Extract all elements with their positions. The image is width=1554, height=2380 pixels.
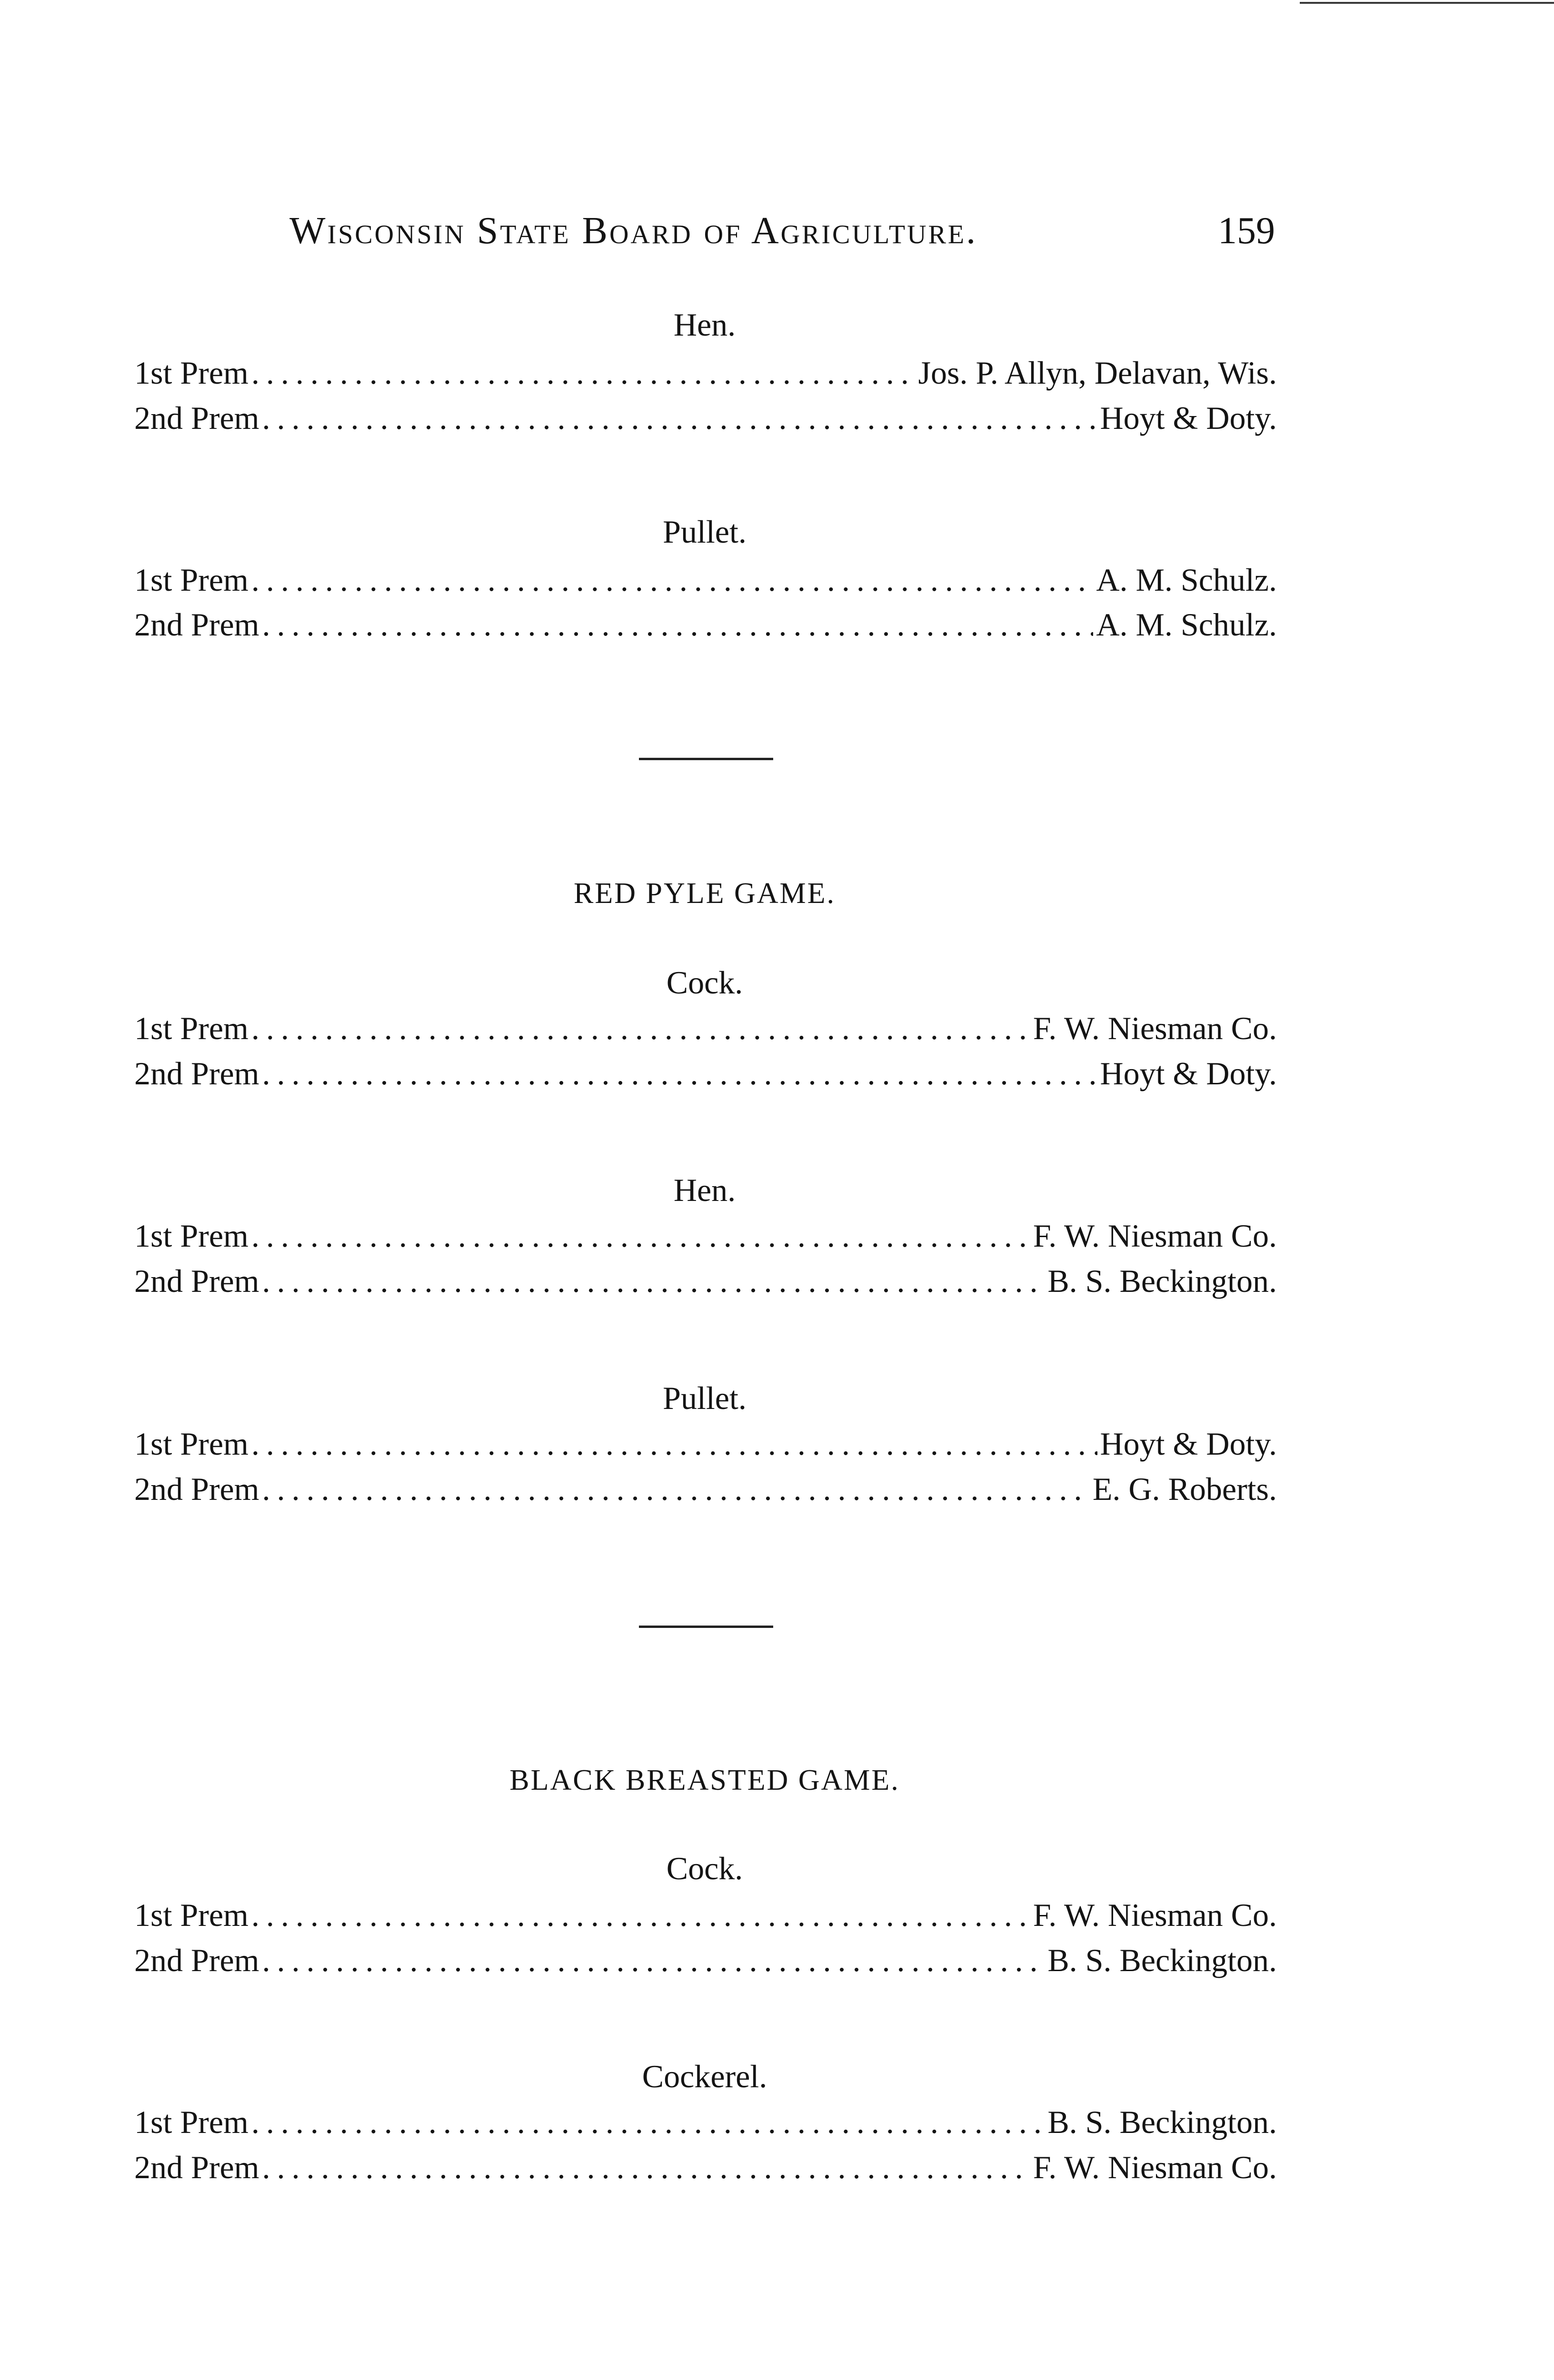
dot-leader <box>251 350 916 396</box>
dot-leader <box>262 395 1097 441</box>
prize-entry <box>134 1466 1277 1512</box>
prize-entry <box>134 1258 1277 1304</box>
dot-leader <box>251 1892 1030 1938</box>
prize-winner: F. W. Niesman Co. <box>1033 2149 1277 2185</box>
prize-winner: B. S. Beckington. <box>1047 1263 1277 1299</box>
prize-entry <box>134 1213 1277 1259</box>
prize-winner: F. W. Niesman Co. <box>1033 1897 1277 1933</box>
document-body: Hen. 1st Prem ..... Jos. P. Allyn, Delavan, Wis. 2nd Prem ..... Hoyt & Doty. Pullet. 1st Prem ..... A. M. Schulz. 2nd Prem ..... A. M. Schulz. RED PYLE GAME. Cock. 1st Prem ..... F. W. Niesman Co. 2nd Prem ..... Hoyt & Doty. Hen. 1st Prem ..... F. W. Niesman Co. 2nd Prem ..... B. S. Beckington. Pullet. 1st Prem ..... Hoyt & Doty. 2nd Prem ..... E. G. Roberts. BLACK BREASTED GAME. Cock. 1st Prem ..... F. W. Niesman Co. 2nd Prem ..... B. S. Beckington. Cockerel. 1st Prem ..... B. S. Beckington. 2nd Prem ..... F. W. Niesman Co. <box>0 0 1554 2380</box>
prize-entry <box>134 602 1277 647</box>
prize-winner: A. M. Schulz. <box>1096 562 1277 598</box>
page-number: 159 <box>1218 210 1275 252</box>
prize-entry <box>134 1892 1277 1938</box>
prize-place: 1st Prem <box>134 355 249 391</box>
prize-place: 2nd Prem <box>134 1471 259 1507</box>
prize-place: 1st Prem <box>134 562 249 598</box>
dot-leader <box>251 557 1093 603</box>
prize-winner: E. G. Roberts. <box>1092 1471 1277 1507</box>
running-title: Wisconsin State Board of Agriculture. <box>289 210 978 252</box>
prize-entry <box>134 395 1277 441</box>
prize-place: 2nd Prem <box>134 2149 259 2185</box>
prize-entry <box>134 2144 1277 2190</box>
prize-winner: F. W. Niesman Co. <box>1033 1218 1277 1254</box>
dot-leader <box>262 1937 1045 1983</box>
section-divider <box>639 758 773 760</box>
dot-leader <box>251 1421 1097 1467</box>
prize-entry <box>134 1005 1277 1051</box>
prize-entry <box>134 1051 1277 1096</box>
prize-winner: Jos. P. Allyn, Delavan, Wis. <box>918 355 1277 391</box>
prize-place: 1st Prem <box>134 1897 249 1933</box>
prize-winner: B. S. Beckington. <box>1047 2104 1277 2140</box>
section-divider <box>639 1626 773 1628</box>
prize-winner: Hoyt & Doty. <box>1100 1055 1277 1091</box>
prize-place: 1st Prem <box>134 2104 249 2140</box>
dot-leader <box>262 1051 1097 1096</box>
dot-leader <box>262 1466 1090 1512</box>
prize-winner: A. M. Schulz. <box>1096 606 1277 643</box>
prize-place: 2nd Prem <box>134 606 259 643</box>
prize-place: 1st Prem <box>134 1218 249 1254</box>
prize-winner: B. S. Beckington. <box>1047 1942 1277 1978</box>
prize-place: 2nd Prem <box>134 1942 259 1978</box>
prize-place: 2nd Prem <box>134 1263 259 1299</box>
dot-leader <box>262 602 1094 647</box>
prize-entry <box>134 1937 1277 1983</box>
dot-leader <box>251 1005 1030 1051</box>
dot-leader <box>251 2099 1045 2145</box>
dot-leader <box>262 1258 1045 1304</box>
prize-place: 1st Prem <box>134 1010 249 1046</box>
dot-leader <box>262 2144 1030 2190</box>
prize-entry <box>134 1421 1277 1467</box>
prize-winner: Hoyt & Doty. <box>1100 400 1277 436</box>
prize-entry <box>134 350 1277 396</box>
prize-entry <box>134 557 1277 603</box>
prize-place: 1st Prem <box>134 1426 249 1462</box>
prize-winner: F. W. Niesman Co. <box>1033 1010 1277 1046</box>
dot-leader <box>251 1213 1030 1259</box>
prize-winner: Hoyt & Doty. <box>1100 1426 1277 1462</box>
prize-entry <box>134 2099 1277 2145</box>
prize-place: 2nd Prem <box>134 1055 259 1091</box>
prize-place: 2nd Prem <box>134 400 259 436</box>
